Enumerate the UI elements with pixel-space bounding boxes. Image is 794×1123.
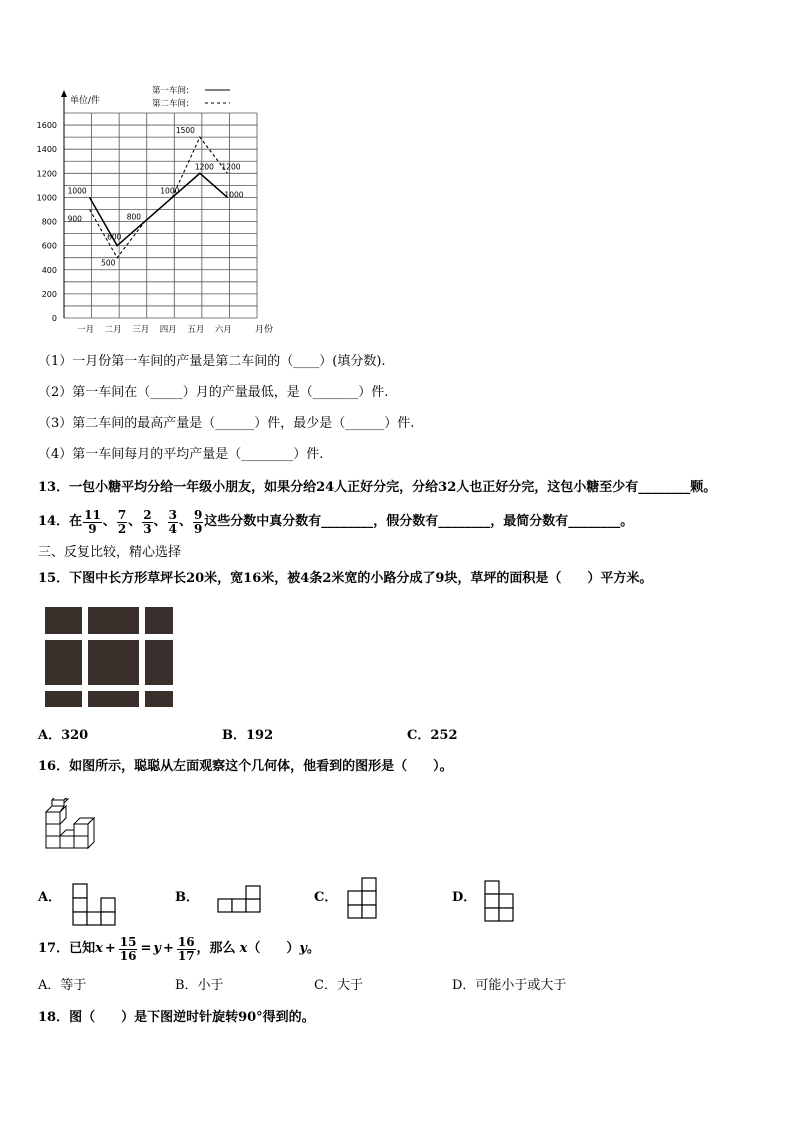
q16-option-a[interactable]: A． (38, 890, 62, 905)
legend-label-series-2: 第二车间: (152, 99, 189, 109)
road (45, 634, 173, 640)
road (139, 607, 145, 707)
data-label: 1500 (175, 126, 195, 136)
q12-sub3: （3）第二车间的最高产量是（______）件，最少是（______）件. (38, 416, 415, 431)
q14-fraction: $\frac{9}{9}$ (193, 507, 203, 536)
question-14: 14．在 $\frac{11}{9}$ 、 $\frac{7}{2}$ 、 $\frac{2}{3}$ 、 $\frac{3}{4}$ 、 $\frac{9}{9}$ 这些分数中真分数有________，假分数有________，最简分数有________。 (38, 507, 634, 536)
data-label: 900 (67, 214, 82, 224)
x-axis-label: 月份 (255, 325, 274, 335)
q15-option-a[interactable]: A．320 (38, 728, 89, 743)
data-label: 1200 (221, 162, 241, 172)
x-tick-label: 四月 (159, 325, 177, 335)
q17-option-c[interactable]: C．大于 (314, 978, 363, 993)
data-label: 1000 (67, 186, 87, 196)
y-tick-label: 1000 (36, 193, 57, 203)
q14-fraction: $\frac{3}{4}$ (168, 507, 177, 536)
lawn-figure (45, 607, 173, 707)
q15-option-c[interactable]: C．252 (407, 728, 458, 743)
q17-fraction-2: $\frac{16}{17}$ (177, 934, 195, 963)
cube-face (46, 824, 60, 836)
y-tick-label: 400 (41, 265, 57, 275)
data-label: 1000 (160, 186, 180, 196)
q16-option-c[interactable]: C． (314, 890, 338, 905)
q16-option-a-figure (72, 882, 118, 926)
data-label: 500 (101, 258, 116, 268)
data-label: 1000 (224, 190, 244, 200)
y-tick-label: 600 (41, 241, 57, 251)
cube-face (46, 836, 60, 848)
section-3-heading: 三、反复比较，精心选择 (38, 545, 182, 560)
data-label: 1200 (194, 162, 214, 172)
cube-face (46, 812, 60, 824)
y-tick-label: 1600 (36, 121, 57, 131)
y-axis-arrow (61, 90, 67, 97)
question-17: 17．已知 x + $\frac{15}{16}$ = y + $\frac{16}{17}$ ，那么 x （ ） y 。 (38, 934, 320, 963)
question-16: 16．如图所示，聪聪从左面观察这个几何体，他看到的图形是（ ）。 (38, 759, 453, 774)
q14-prefix: 14．在 (38, 514, 83, 529)
lawn (45, 607, 173, 707)
q12-sub1: （1）一月份第一车间的产量是第二车间的（____）(填分数). (38, 354, 386, 369)
y-tick-label: 200 (41, 289, 57, 299)
q14-suffix: 这些分数中真分数有________，假分数有________，最简分数有________。 (204, 514, 634, 529)
y-tick-label: 1200 (36, 169, 57, 179)
y-axis-label: 单位/件 (70, 96, 101, 106)
cube-solid-figure (44, 798, 104, 850)
q16-option-b-figure (217, 884, 263, 914)
q16-option-d[interactable]: D． (452, 890, 477, 905)
q12-sub2: （2）第一车间在（_____）月的产量最低，是（_______）件. (38, 385, 389, 400)
cube-face (74, 836, 88, 848)
x-tick-label: 二月 (104, 325, 122, 335)
q12-sub4: （4）第一车间每月的平均产量是（________）件. (38, 447, 324, 462)
question-13: 13．一包小糖平均分给一年级小朋友，如果分给24人正好分完，分给32人也正好分完，这包小糖至少有________颗。 (38, 480, 717, 495)
q14-fraction: $\frac{11}{9}$ (84, 507, 101, 536)
y-tick-labels (37, 121, 57, 323)
data-labels (68, 126, 244, 268)
road (45, 685, 173, 691)
question-15: 15．下图中长方形草坪长20米，宽16米，被4条2米宽的小路分成了9块，草坪的面积是（ ）平方米。 (38, 571, 653, 586)
q16-option-c-figure (347, 877, 381, 925)
x-tick-label: 六月 (214, 325, 232, 335)
y-tick-label: 0 (51, 314, 57, 323)
x-tick-label: 一月 (77, 325, 95, 335)
x-tick-label: 三月 (132, 325, 150, 335)
cube-face (52, 800, 64, 806)
legend (152, 85, 230, 109)
q14-fraction: $\frac{7}{2}$ (117, 507, 127, 536)
chart-axes (61, 90, 67, 318)
question-18: 18．图（ ）是下图逆时针旋转90°得到的。 (38, 1010, 315, 1025)
legend-label-series-1: 第一车间: (152, 86, 189, 96)
q17-option-a[interactable]: A．等于 (38, 978, 87, 993)
road (82, 607, 88, 707)
line-chart (0, 0, 794, 345)
q16-option-b[interactable]: B． (175, 890, 199, 905)
data-label: 800 (126, 212, 142, 222)
q15-option-b[interactable]: B．192 (222, 728, 274, 743)
x-tick-labels (77, 324, 232, 335)
y-tick-label: 1400 (36, 145, 57, 155)
q17-fraction-1: $\frac{15}{16}$ (119, 934, 137, 963)
q17-option-d[interactable]: D．可能小于或大于 (452, 978, 567, 993)
cube-face (88, 818, 94, 848)
cube-face (74, 824, 88, 836)
x-tick-label: 五月 (187, 325, 205, 335)
q17-option-b[interactable]: B．小于 (175, 978, 224, 993)
data-label: 600 (107, 232, 122, 242)
y-tick-label: 800 (41, 217, 57, 227)
cube-face (60, 836, 74, 848)
q14-fraction: $\frac{2}{3}$ (143, 507, 152, 536)
q16-option-d-figure (484, 880, 516, 924)
